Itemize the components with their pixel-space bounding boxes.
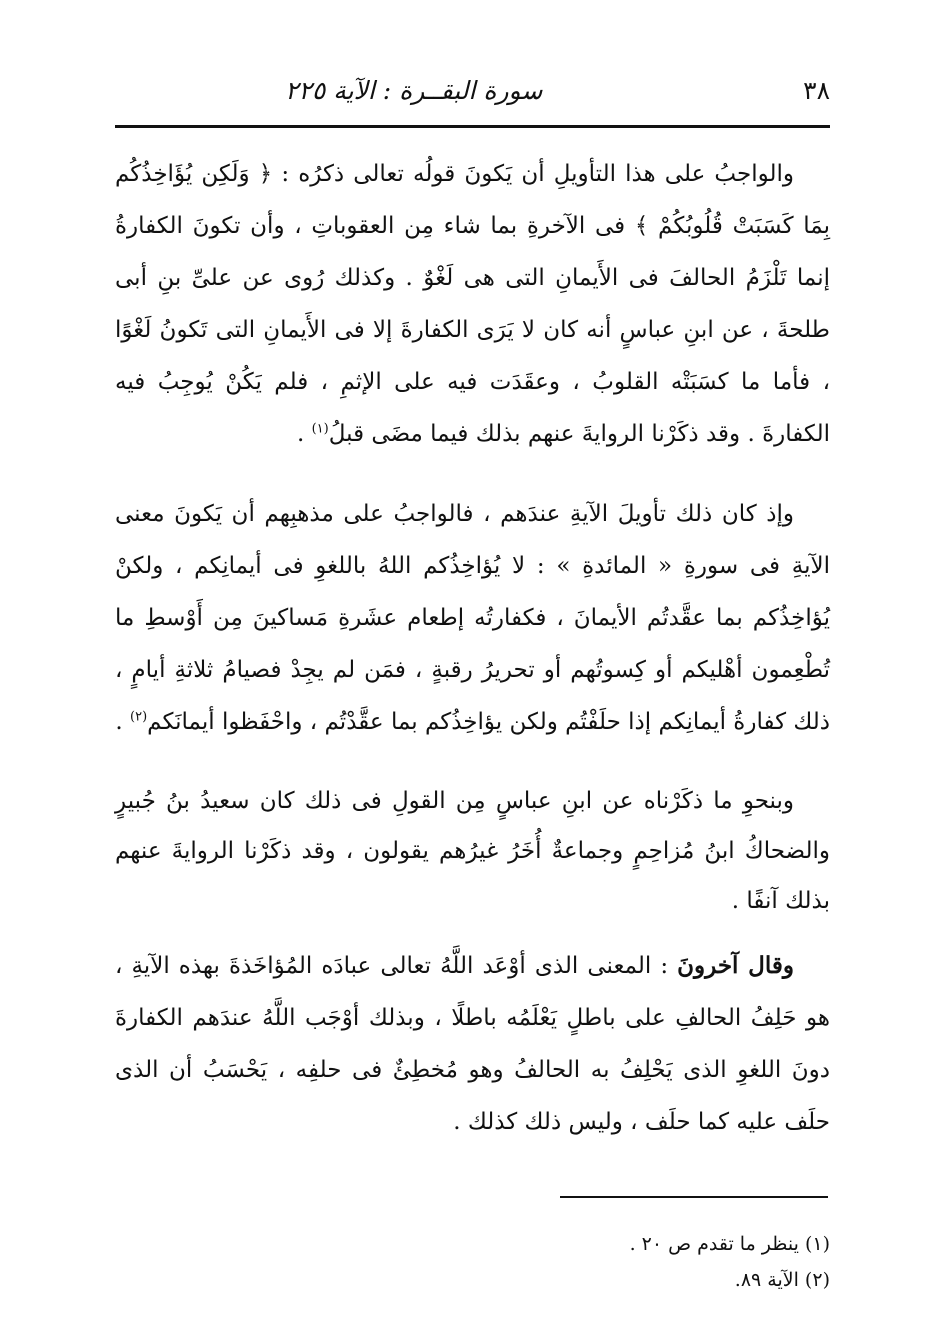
paragraph-lead: وقال آخرونَ <box>677 952 794 979</box>
paragraph-tail: . <box>296 421 312 447</box>
page-number: ٣٨ <box>803 75 830 105</box>
footnotes <box>115 1226 830 1298</box>
paragraph-2 <box>115 488 830 748</box>
body-text <box>115 148 830 1176</box>
footnote-2: (٢) الآية ٨٩. <box>734 1269 830 1291</box>
paragraph-tail: . <box>115 709 130 735</box>
running-title: سورة البقــرة : الآية ٢٢٥ <box>285 75 543 105</box>
paragraph-text: والواجبُ على هذا التأويلِ أن يَكونَ قولُه تعالى ذكرُه : ﴿ وَلَكِن يُؤَاخِذُكُم بِمَا كَسَبَتْ قُلُوبُكُمْ ﴾ فى الآخرةِ بما شاء مِن العقوباتِ ، وأن تكونَ الكفارةُ إنما تَلْزَمُ الحالفَ فى الأَيمانِ التى هى لَغْوٌ . وكذلك رُوى عن علىِّ بنِ أبى طلحةَ ، عن ابنِ عباسٍ أنه كان لا يَرَى الكفارةَ إلا فى الأَيمانِ التى تَكونُ لَغْوًا ، فأما ما كسَبَتْه القلوبُ ، وعقَدَت فيه على الإثمِ ، فلم يَكُنْ يُوجِبُ فيه الكفارةَ . وقد ذكَرْنا الروايةَ عنهم بذلك فيما مضَى قبلُ <box>115 161 830 447</box>
header-rule <box>115 125 830 128</box>
paragraph-text: : المعنى الذى أوْعَد اللَّهُ تعالى عبادَه المُؤاخَذةَ بهذه الآيةِ ، هو حَلِفُ الحالفِ على باطلٍ يَعْلَمُه باطلًا ، وبذلك أوْجَب اللَّهُ عندَهم الكفارةَ دونَ اللغوِ الذى يَحْلِفُ به الحالفُ وهو مُخطِئٌ فى حلفِه ، يَحْسَبُ أن الذى حلَف عليه كما حلَف ، وليس ذلك كذلك . <box>115 953 830 1135</box>
paragraph-1 <box>115 148 830 460</box>
paragraph-text: وبنحوِ ما ذكَرْناه عن ابنِ عباسٍ مِن القولِ فى ذلك كان سعيدُ بنُ جُبيرٍ والضحاكُ ابنُ مُزاحِمٍ وجماعةٌ أُخَرُ غيرُهم يقولون ، وقد ذكَرْنا الروايةَ عنهم بذلك آنفًا . <box>115 788 830 914</box>
paragraph-text: وإذ كان ذلك تأويلَ الآيةِ عندَهم ، فالواجبُ على مذهبِهم أن يَكونَ معنى الآيةِ فى سورةِ « المائدةِ » : لا يُؤاخِذُكم اللهُ باللغوِ فى أيمانِكم ، ولكنْ يُؤاخِذُكم بما عقَّدتُم الأيمانَ ، فكفارتُه إطعام عشَرةِ مَساكينَ مِن أَوْسطِ ما تُطْعِمون أهْليكم أو كِسوتُهم أو تحريرُ رقبةٍ ، فمَن لم يجِدْ فصيامُ ثلاثةِ أيامٍ ، ذلك كفارةُ أيمانِكم إذا حلَفْتُم ولكن يؤاخِذُكم بما عقَّدْتُم ، واحْفَظوا أيمانَكم <box>115 501 830 735</box>
paragraph-4 <box>115 940 830 1148</box>
footnote-rule <box>560 1196 828 1198</box>
paragraph-3 <box>115 776 830 926</box>
footnote-1: (١) ينظر ما تقدم ص ٢٠ . <box>629 1233 830 1255</box>
footnote-marker: (١) <box>311 421 329 437</box>
page-header <box>115 66 830 114</box>
footnote-marker: (٢) <box>130 709 148 725</box>
